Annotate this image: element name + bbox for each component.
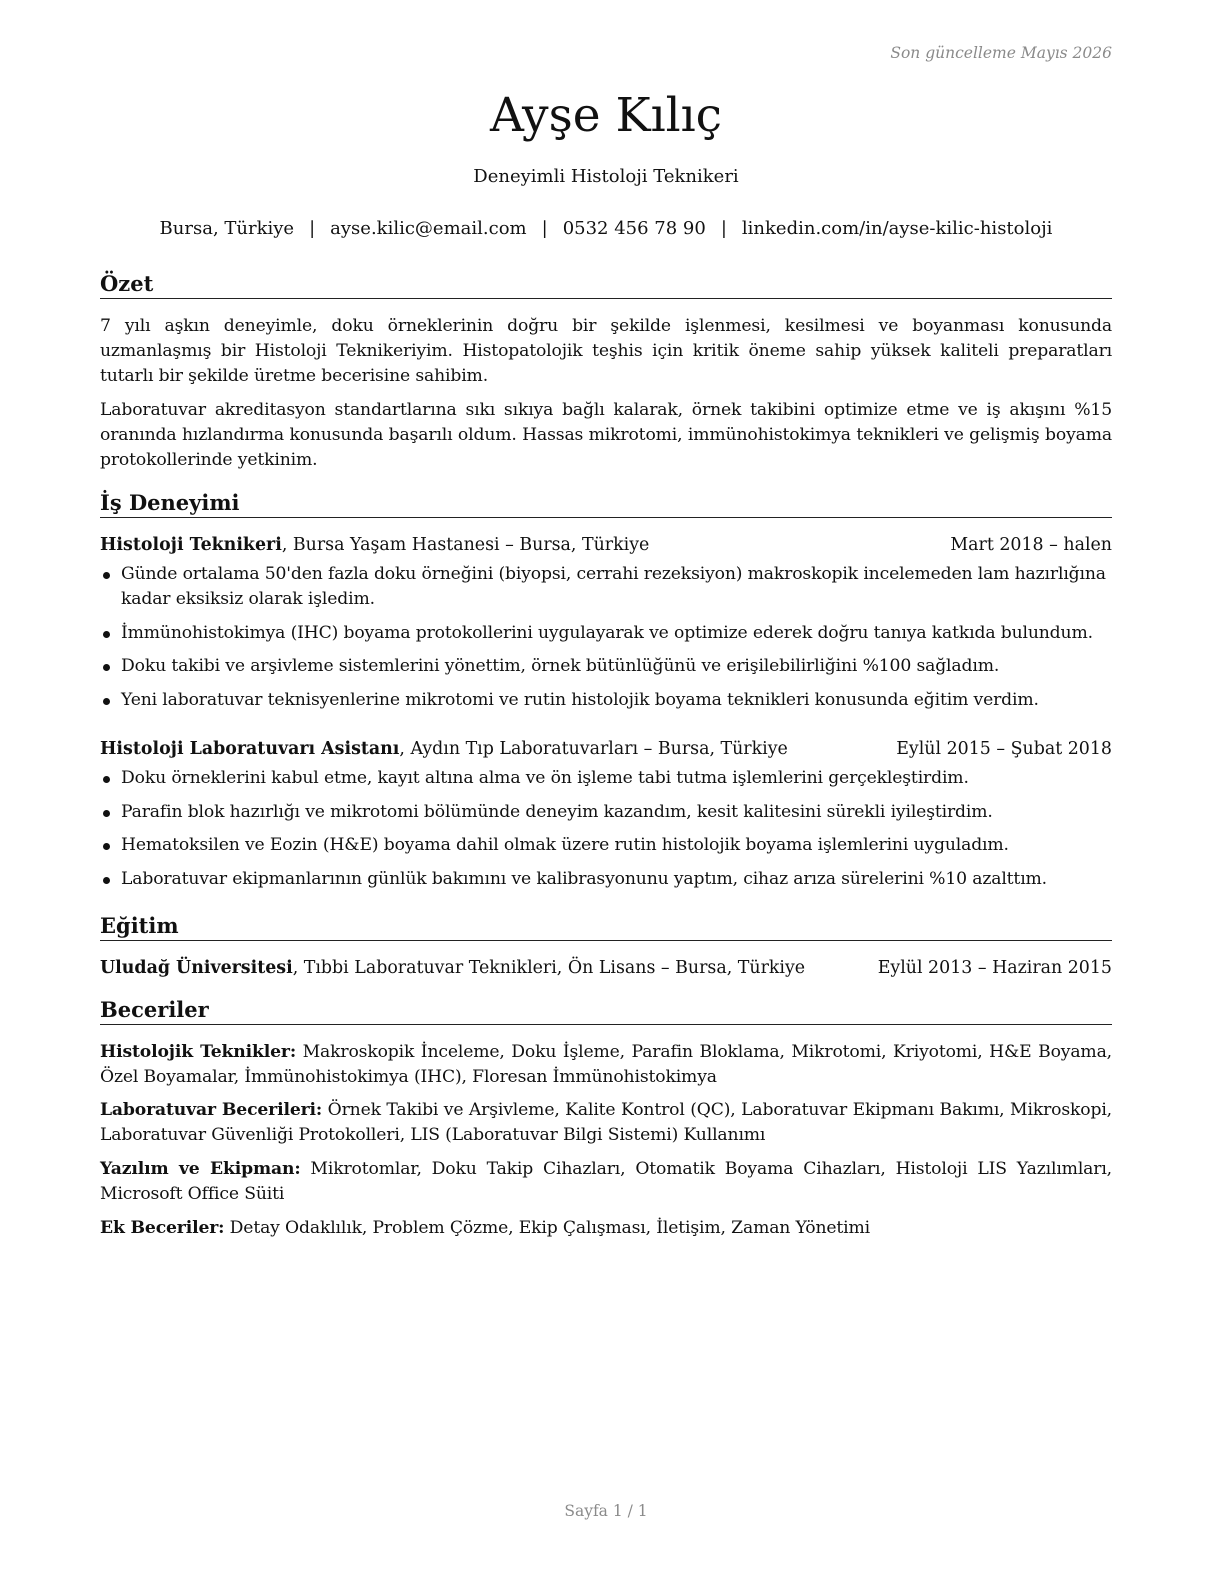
job-role: Histoloji Laboratuvarı Asistanı xyxy=(100,739,400,759)
candidate-name: Ayşe Kılıç xyxy=(490,88,722,143)
bullet-icon xyxy=(103,572,110,579)
skill-label: Ek Beceriler: xyxy=(100,1218,225,1238)
contact-email[interactable]: ayse.kilic@email.com xyxy=(330,218,527,239)
skill-list: Örnek Takibi ve Arşivleme, Kalite Kontrol (QC), Laboratuvar Ekipmanı Bakımı, Mikroskopi, Laboratuvar Güvenliği Protokolleri, LIS (Laboratuvar Bilgi Sistemi) Kullanımı xyxy=(100,1100,1112,1145)
skill-list: Mikrotomlar, Doku Takip Cihazları, Otomatik Boyama Cihazları, Histoloji LIS Yazılımları, Microsoft Office Süiti xyxy=(100,1159,1112,1204)
last-updated: Son güncelleme Mayıs 2026 xyxy=(890,44,1112,62)
bullet-icon xyxy=(103,664,110,671)
summary-paragraph: 7 yılı aşkın deneyimle, doku örneklerinin doğru bir şekilde işlenmesi, kesilmesi ve boyanması konusunda uzmanlaşmış bir Histoloji Teknikeriyim. Histopatolojik teşhis için kritik öneme sahip yüksek kaliteli preparatları tutarlı bir şekilde üretme becerisine sahibim. xyxy=(100,316,1112,386)
bullet-icon xyxy=(103,877,110,884)
school-name: Uludağ Üniversitesi xyxy=(100,958,293,978)
job-header xyxy=(100,533,1112,557)
list-item: Laboratuvar ekipmanlarının günlük bakımını ve kalibrasyonunu yaptım, cihaz arıza sürelerini %10 azalttım. xyxy=(100,867,1112,892)
list-item: Doku takibi ve arşivleme sistemlerini yönettim, örnek bütünlüğünü ve erişilebilirliğini %100 sağladım. xyxy=(100,654,1112,679)
skill-list: Makroskopik İnceleme, Doku İşleme, Parafin Bloklama, Mikrotomi, Kriyotomi, H&E Boyama, Özel Boyamalar, İmmünohistokimya (IHC), Floresan İmmünohistokimya xyxy=(100,1042,1112,1087)
bullet-icon xyxy=(103,698,110,705)
job-role: Histoloji Teknikeri xyxy=(100,535,282,555)
bullet-icon xyxy=(103,810,110,817)
contact-linkedin[interactable]: linkedin.com/in/ayse-kilic-histoloji xyxy=(741,218,1053,239)
education-dates: Eylül 2013 – Haziran 2015 xyxy=(877,958,1112,978)
skill-group xyxy=(100,1157,1112,1207)
contact-separator: | xyxy=(309,218,316,239)
contact-separator: | xyxy=(720,218,727,239)
summary-paragraph: Laboratuvar akreditasyon standartlarına sıkı sıkıya bağlı kalarak, örnek takibini optimize etme ve iş akışını %15 oranında hızlandırma konusunda başarılı oldum. Hassas mikrotomi, immünohistokimya teknikleri ve gelişmiş boyama protokollerinde yetkinim. xyxy=(100,400,1112,470)
job-dates: Mart 2018 – halen xyxy=(950,535,1112,555)
section-heading-skills: Beceriler xyxy=(100,997,1112,1025)
list-item: Yeni laboratuvar teknisyenlerine mikrotomi ve rutin histolojik boyama teknikleri konusunda eğitim verdim. xyxy=(100,688,1112,713)
contact-location: Bursa, Türkiye xyxy=(159,218,295,239)
page-number: Sayfa 1 / 1 xyxy=(564,1502,648,1520)
bullet-icon xyxy=(103,631,110,638)
skill-group xyxy=(100,1040,1112,1090)
bullet-icon xyxy=(103,843,110,850)
list-item: Doku örneklerini kabul etme, kayıt altına alma ve ön işleme tabi tutma işlemlerini gerçekleştirdim. xyxy=(100,766,1112,791)
list-item: Parafin blok hazırlığı ve mikrotomi bölümünde deneyim kazandım, kesit kalitesini sürekli iyileştirdim. xyxy=(100,800,1112,825)
job-employer: , Aydın Tıp Laboratuvarları – Bursa, Türkiye xyxy=(399,739,788,759)
candidate-title: Deneyimli Histoloji Teknikeri xyxy=(473,166,739,187)
skill-label: Laboratuvar Becerileri: xyxy=(100,1100,323,1120)
bullet-icon xyxy=(103,776,110,783)
section-heading-experience: İş Deneyimi xyxy=(100,490,1112,518)
resume-page xyxy=(100,0,1112,1584)
contact-phone[interactable]: 0532 456 78 90 xyxy=(562,218,706,239)
section-heading-summary: Özet xyxy=(100,271,1112,299)
skill-group xyxy=(100,1098,1112,1148)
job-bullet-list xyxy=(100,766,1112,900)
skill-label: Histolojik Teknikler: xyxy=(100,1042,297,1062)
skill-group xyxy=(100,1216,1112,1241)
job-bullet-list xyxy=(100,562,1112,721)
section-heading-education: Eğitim xyxy=(100,913,1112,941)
job-header xyxy=(100,737,1112,761)
list-item: Hematoksilen ve Eozin (H&E) boyama dahil olmak üzere rutin histolojik boyama işlemlerini uyguladım. xyxy=(100,833,1112,858)
contact-line xyxy=(100,218,1112,239)
skill-label: Yazılım ve Ekipman: xyxy=(100,1159,301,1179)
list-item: Günde ortalama 50'den fazla doku örneğini (biyopsi, cerrahi rezeksiyon) makroskopik incelemeden lam hazırlığına kadar eksiksiz olarak işledim. xyxy=(100,562,1112,612)
education-entry xyxy=(100,956,1112,980)
contact-separator: | xyxy=(541,218,548,239)
job-dates: Eylül 2015 – Şubat 2018 xyxy=(896,739,1112,759)
skill-list: Detay Odaklılık, Problem Çözme, Ekip Çalışması, İletişim, Zaman Yönetimi xyxy=(224,1218,870,1238)
list-item: İmmünohistokimya (IHC) boyama protokollerini uygulayarak ve optimize ederek doğru tanıya katkıda bulundum. xyxy=(100,621,1112,646)
degree-detail: , Tıbbi Laboratuvar Teknikleri, Ön Lisans – Bursa, Türkiye xyxy=(292,958,806,978)
job-employer: , Bursa Yaşam Hastanesi – Bursa, Türkiye xyxy=(281,535,650,555)
